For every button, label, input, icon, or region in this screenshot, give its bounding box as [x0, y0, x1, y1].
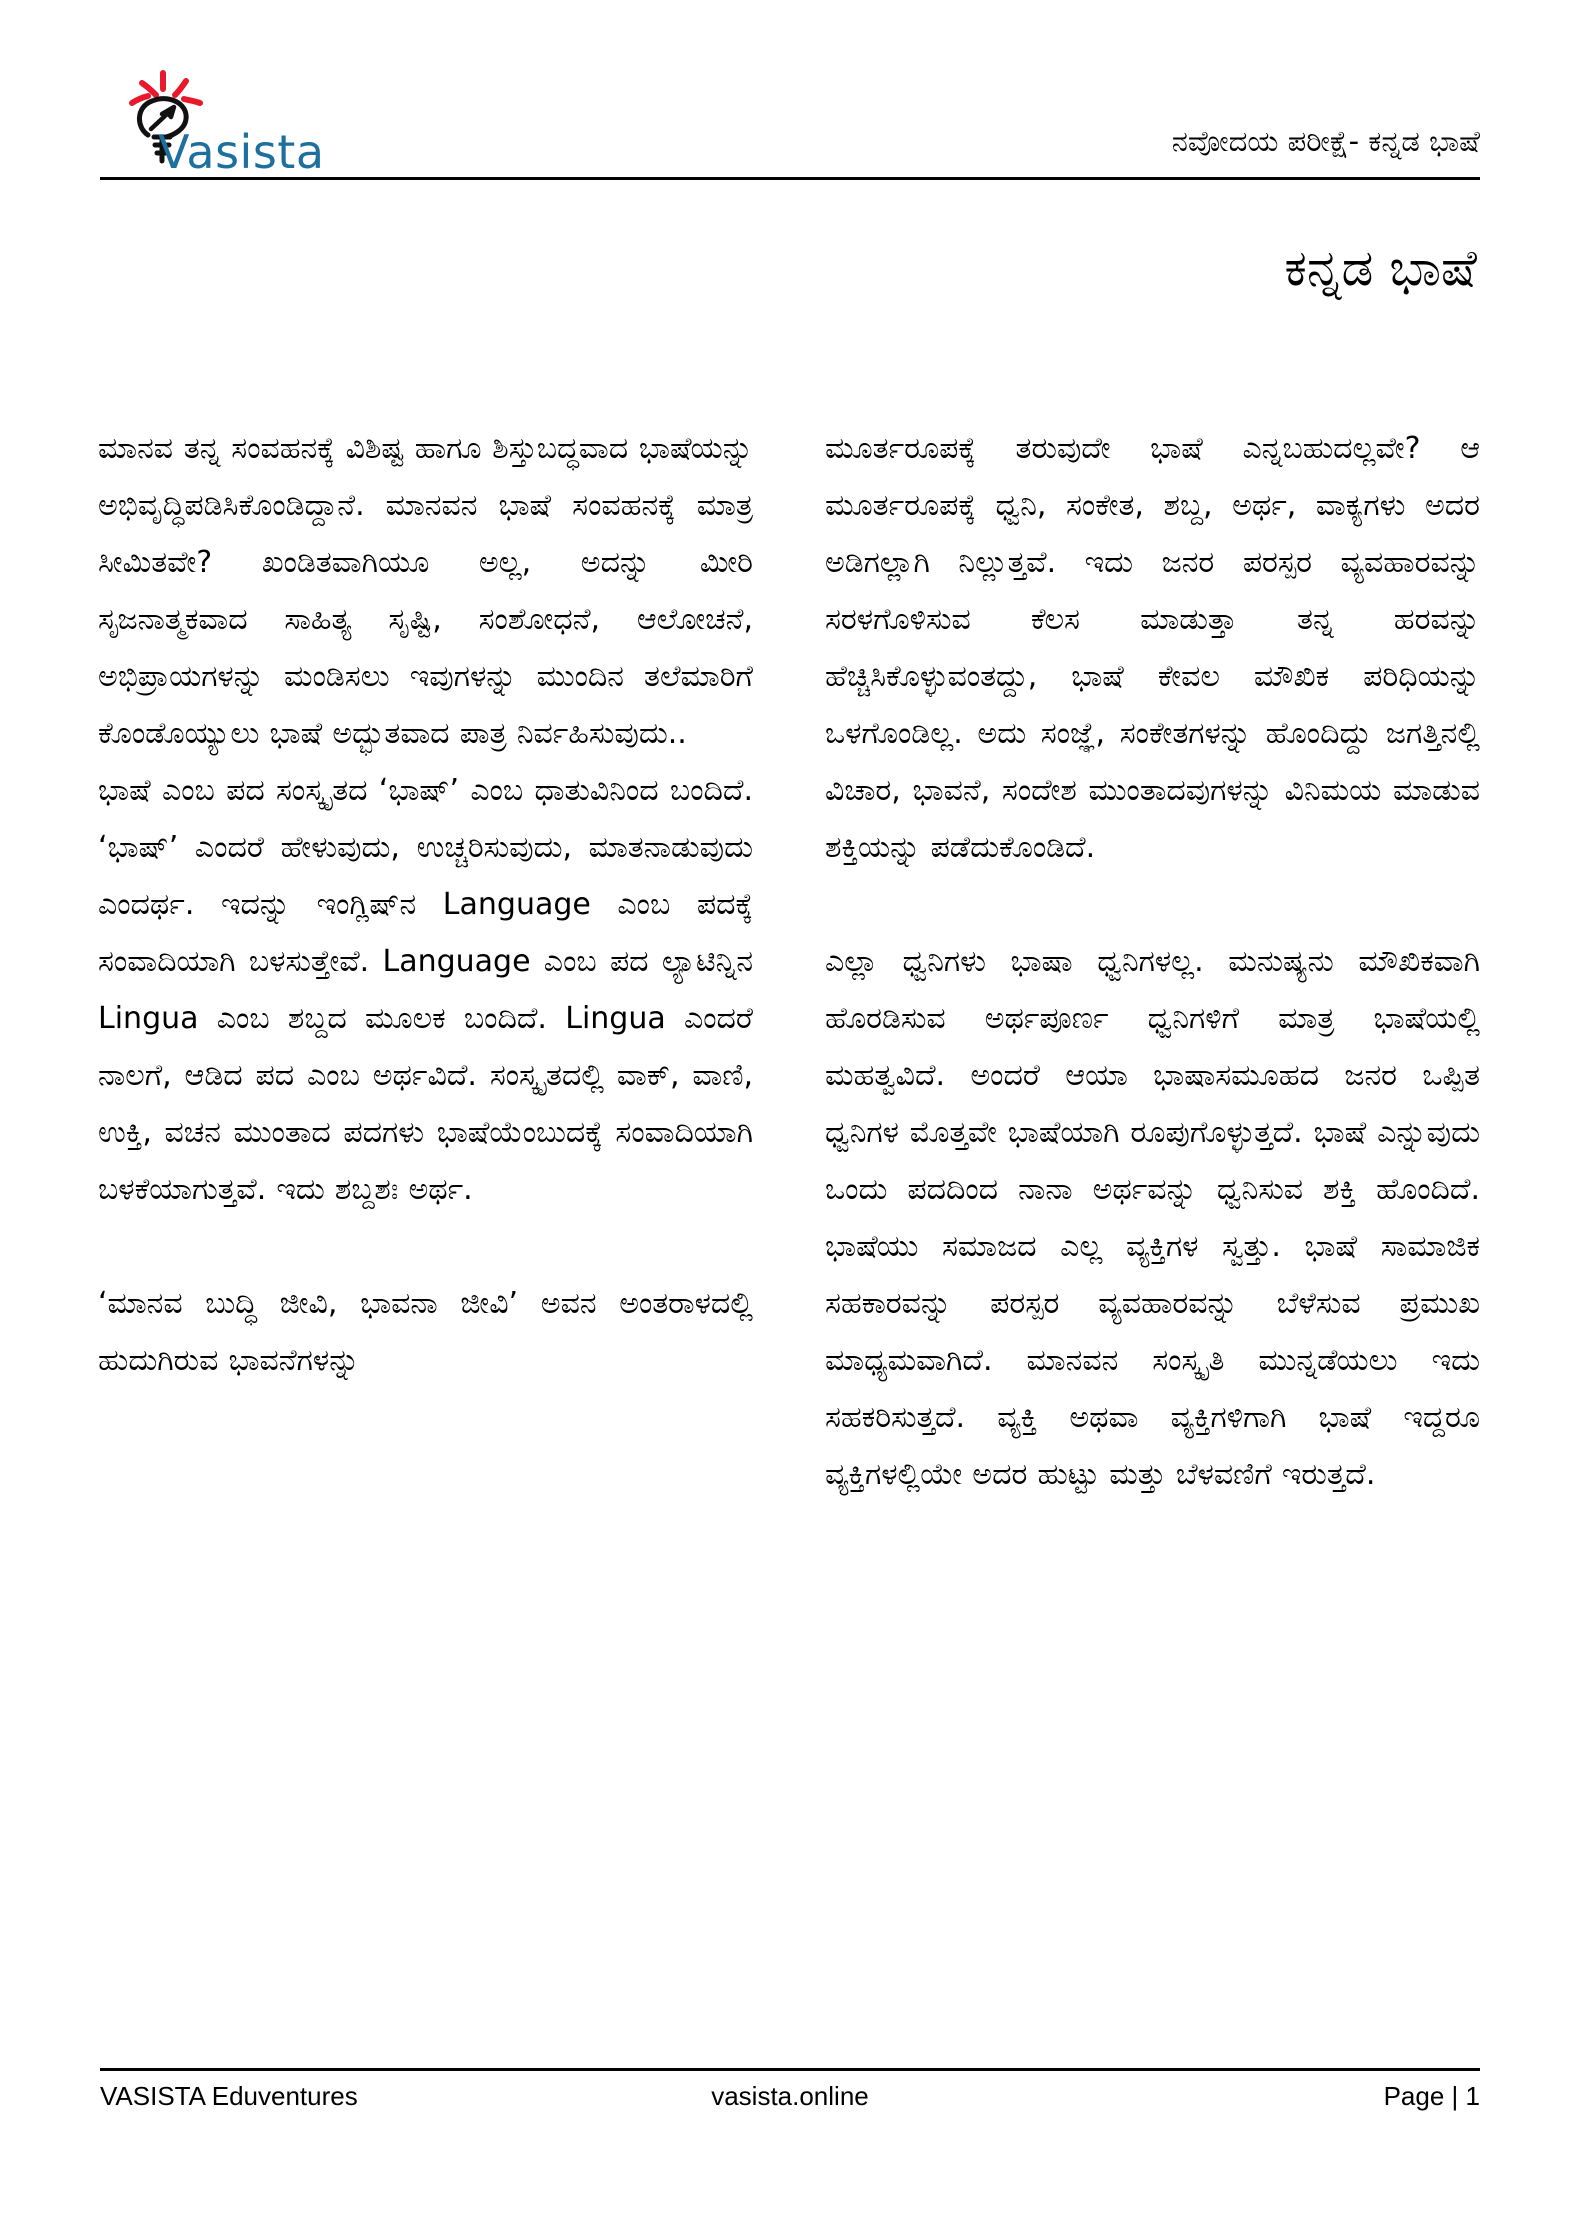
footer-company: VASISTA Eduventures — [100, 2081, 358, 2111]
paragraph: ಮೂರ್ತರೂಪಕ್ಕೆ ತರುವುದೇ ಭಾಷೆ ಎನ್ನಬಹುದಲ್ಲವೇ? ಆ ಮೂರ್ತರೂಪಕ್ಕೆ ಧ್ವನಿ, ಸಂಕೇತ, ಶಬ್ದ, ಅರ್ಥ, ವಾಕ್ಯಗಳು ಅದರ ಅಡಿಗಲ್ಲಾಗಿ ನಿಲ್ಲುತ್ತವೆ. ಇದು ಜನರ ಪರಸ್ಪರ ವ್ಯವಹಾರವನ್ನು ಸರಳಗೊಳಿಸುವ ಕೆಲಸ ಮಾಡುತ್ತಾ ತನ್ನ ಹರವನ್ನು ಹೆಚ್ಚಿಸಿಕೊಳ್ಳುವಂತದ್ದು, ಭಾಷೆ ಕೇವಲ ಮೌಖಿಕ ಪರಿಧಿಯನ್ನು ಒಳಗೊಂಡಿಲ್ಲ. ಅದು ಸಂಜ್ಞೆ, ಸಂಕೇತಗಳನ್ನು ಹೊಂದಿದ್ದು ಜಗತ್ತಿನಲ್ಲಿ ವಿಚಾರ, ಭಾವನೆ, ಸಂದೇಶ ಮುಂತಾದವುಗಳನ್ನು ವಿನಿಮಯ ಮಾಡುವ ಶಕ್ತಿಯನ್ನು ಪಡೆದುಕೊಂಡಿದೆ. — [825, 431, 1480, 865]
brand-logo — [100, 63, 330, 179]
footer-website: vasista.online — [711, 2081, 869, 2111]
page-footer — [100, 2068, 1480, 2112]
article-body — [98, 420, 1480, 2020]
right-column — [825, 420, 1480, 2020]
paragraph: ಎಲ್ಲಾ ಧ್ವನಿಗಳು ಭಾಷಾ ಧ್ವನಿಗಳಲ್ಲ. ಮನುಷ್ಯನು ಮೌಖಿಕವಾಗಿ ಹೊರಡಿಸುವ ಅರ್ಥಪೂರ್ಣ ಧ್ವನಿಗಳಿಗೆ ಮಾತ್ರ ಭಾಷೆಯಲ್ಲಿ ಮಹತ್ವವಿದೆ. ಅಂದರೆ ಆಯಾ ಭಾಷಾಸಮೂಹದ ಜನರ ಒಪ್ಪಿತ ಧ್ವನಿಗಳ ಮೊತ್ತವೇ ಭಾಷೆಯಾಗಿ ರೂಪುಗೊಳ್ಳುತ್ತದೆ. ಭಾಷೆ ಎನ್ನುವುದು ಒಂದು ಪದದಿಂದ ನಾನಾ ಅರ್ಥವನ್ನು ಧ್ವನಿಸುವ ಶಕ್ತಿ ಹೊಂದಿದೆ. ಭಾಷೆಯು ಸಮಾಜದ ಎಲ್ಲ ವ್ಯಕ್ತಿಗಳ ಸ್ವತ್ತು. ಭಾಷೆ ಸಾಮಾಜಿಕ ಸಹಕಾರವನ್ನು ಪರಸ್ಪರ ವ್ಯವಹಾರವನ್ನು ಬೆಳೆಸುವ ಪ್ರಮುಖ ಮಾಧ್ಯಮವಾಗಿದೆ. ಮಾನವನ ಸಂಸ್ಕೃತಿ ಮುನ್ನಡೆಯಲು ಇದು ಸಹಕರಿಸುತ್ತದೆ. ವ್ಯಕ್ತಿ ಅಥವಾ ವ್ಯಕ್ತಿಗಳಿಗಾಗಿ ಭಾಷೆ ಇದ್ದರೂ ವ್ಯಕ್ತಿಗಳಲ್ಲಿಯೇ ಅದರ ಹುಟ್ಟು ಮತ್ತು ಬೆಳವಣಿಗೆ ಇರುತ್ತದೆ. — [825, 944, 1480, 1492]
footer-page-number: Page | 1 — [1383, 2081, 1480, 2111]
paragraph: ಮಾನವ ತನ್ನ ಸಂವಹನಕ್ಕೆ ವಿಶಿಷ್ಟ ಹಾಗೂ ಶಿಸ್ತುಬದ್ಧವಾದ ಭಾಷೆಯನ್ನು ಅಭಿವೃದ್ಧಿಪಡಿಸಿಕೊಂಡಿದ್ದಾನೆ. ಮಾನವನ ಭಾಷೆ ಸಂವಹನಕ್ಕೆ ಮಾತ್ರ ಸೀಮಿತವೇ? ಖಂಡಿತವಾಗಿಯೂ ಅಲ್ಲ, ಅದನ್ನು ಮೀರಿ ಸೃಜನಾತ್ಮಕವಾದ ಸಾಹಿತ್ಯ ಸೃಷ್ಟಿ, ಸಂಶೋಧನೆ, ಆಲೋಚನೆ, ಅಭಿಪ್ರಾಯಗಳನ್ನು ಮಂಡಿಸಲು ಇವುಗಳನ್ನು ಮುಂದಿನ ತಲೆಮಾರಿಗೆ ಕೊಂಡೊಯ್ಯುಲು ಭಾಷೆ ಅದ್ಭುತವಾದ ಪಾತ್ರ ನಿರ್ವಹಿಸುವುದು.. — [98, 431, 753, 751]
brand-name: Vasista — [158, 125, 325, 179]
page-title: ಕನ್ನಡ ಭಾಷೆ — [1284, 239, 1477, 297]
paragraph: ‘ಮಾನವ ಬುದ್ಧಿ ಜೀವಿ, ಭಾವನಾ ಜೀವಿ’ ಅವನ ಅಂತರಾಳದಲ್ಲಿ ಹುದುಗಿರುವ ಭಾವನೆಗಳನ್ನು — [98, 1286, 753, 1378]
left-column — [98, 420, 753, 2020]
page-header — [100, 52, 1480, 180]
header-title: ನವೋದಯ ಪರೀಕ್ಷೆ- ಕನ್ನಡ ಭಾಷೆ — [1171, 124, 1480, 158]
paragraph: ಭಾಷೆ ಎಂಬ ಪದ ಸಂಸ್ಕೃತದ ‘ಭಾಷ್’ ಎಂಬ ಧಾತುವಿನಿಂದ ಬಂದಿದೆ. ‘ಭಾಷ್’ ಎಂದರೆ ಹೇಳುವುದು, ಉಚ್ಚರಿಸುವುದು, ಮಾತನಾಡುವುದು ಎಂದರ್ಥ. ಇದನ್ನು ಇಂಗ್ಲಿಷ್‌ನ Language ಎಂಬ ಪದಕ್ಕೆ ಸಂವಾದಿಯಾಗಿ ಬಳಸುತ್ತೇವೆ. Language ಎಂಬ ಪದ ಲ್ಯಾಟಿನ್ನಿನ Lingua ಎಂಬ ಶಬ್ದದ ಮೂಲಕ ಬಂದಿದೆ. Lingua ಎಂದರೆ ನಾಲಗೆ, ಆಡಿದ ಪದ ಎಂಬ ಅರ್ಥವಿದೆ. ಸಂಸ್ಕೃತದಲ್ಲಿ ವಾಕ್, ವಾಣಿ, ಉಕ್ತಿ, ವಚನ ಮುಂತಾದ ಪದಗಳು ಭಾಷೆಯೆಂಬುದಕ್ಕೆ ಸಂವಾದಿಯಾಗಿ ಬಳಕೆಯಾಗುತ್ತವೆ. ಇದು ಶಬ್ದಶಃ ಅರ್ಥ. — [98, 773, 753, 1207]
